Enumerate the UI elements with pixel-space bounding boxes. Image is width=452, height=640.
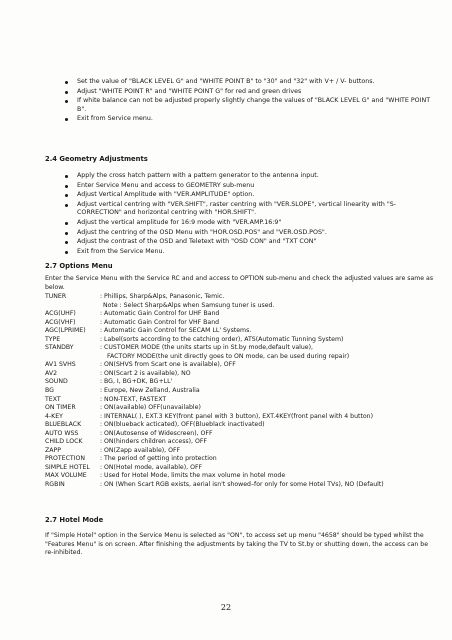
option-value: : BG, I, BG+DK, BG+LL'	[100, 378, 173, 386]
option-key: TEXT	[45, 395, 61, 403]
option-row	[45, 336, 445, 345]
option-value: : CUSTOMER MODE (the units starts up in St.by mode,default value),	[100, 344, 313, 352]
option-key: BG	[45, 387, 54, 395]
bullet-item: Set the value of "BLACK LEVEL G" and "WHITE POINT B" to "30" and "32" with V+ / V- buttons.	[0, 78, 452, 87]
option-value: : ON(available) OFF(unavailable)	[100, 404, 201, 412]
option-value: Note : Select Sharp&Alps when Samsung tuner is used.	[103, 301, 275, 309]
option-key: ACG(UHF)	[45, 310, 76, 318]
option-value: : Automatic Gain Control for VHF Band	[100, 318, 220, 326]
option-row	[45, 455, 445, 464]
option-key: RGBIN	[45, 481, 65, 489]
options-intro: Enter the Service Menu with the Service RC and and access to OPTION sub-menu and check the adjusted values are same as below.	[45, 275, 434, 291]
option-row	[45, 438, 445, 447]
option-row	[45, 327, 445, 336]
option-row	[45, 404, 445, 413]
option-key: BLUEBLACK	[45, 421, 82, 429]
option-row	[45, 310, 445, 319]
option-value: : NON-TEXT, FASTEXT	[100, 395, 167, 403]
options-table	[45, 293, 445, 490]
option-key: 4-KEY	[45, 412, 63, 420]
bullet-item: Adjust "WHITE POINT R" and "WHITE POINT G" for red and green drives	[0, 88, 452, 97]
option-row	[45, 421, 445, 430]
option-key: STANDBY	[45, 344, 74, 352]
option-key: AUTO WSS	[45, 429, 79, 437]
option-value: : ON(Autosense of Widescreen), OFF	[100, 429, 213, 437]
option-value: FACTORY MODE(the unit directly goes to ON mode, can be used during repair)	[107, 352, 350, 360]
option-key: TYPE	[45, 335, 61, 343]
option-value: : ON(Hotel mode, available), OFF	[100, 463, 203, 471]
option-row	[45, 302, 445, 311]
option-key: AV2	[45, 369, 58, 377]
option-value: : Automatic Gain Control for UHF Band	[100, 310, 220, 318]
option-key: CHILD LOCK	[45, 438, 83, 446]
option-key: AV1 SVHS	[45, 361, 76, 369]
option-row	[45, 378, 445, 387]
option-row	[45, 430, 445, 439]
option-value: : ON(hinders children access), OFF	[100, 438, 207, 446]
option-row	[45, 413, 445, 422]
option-value: : Phillips, Sharp&Alps, Panasonic, Temic.	[100, 293, 225, 300]
option-key: SOUND	[45, 378, 68, 386]
options-heading: 2.7 Options Menu	[45, 262, 113, 270]
option-key: PROTECTION	[45, 455, 86, 463]
bullet-item: Exit from Service menu.	[0, 115, 452, 124]
option-value: : Used for Hotel Mode, limits the max volume in hotel mode	[100, 472, 286, 480]
option-key: SIMPLE HOTEL	[45, 463, 90, 471]
option-value: : Label(sorts according to the catching order), ATS(Automatic Tunning System)	[100, 335, 344, 343]
option-row	[45, 447, 445, 456]
white-balance-bullets	[0, 78, 452, 125]
option-value: : Europe, New Zelland, Australia	[100, 387, 200, 395]
bullet-item: Adjust Vertical Amplitude with "VER.AMPLITUDE" option.	[0, 191, 452, 200]
option-value: : ON (When Scart RGB exists, aerial isn't showed–for only for some Hotel TVs), NO (Default)	[100, 481, 384, 489]
option-value: : ON(Scart 2 is available), NO	[100, 369, 191, 377]
option-value: : The period of getting into protection	[100, 455, 217, 463]
option-value: : Automatic Gain Control for SECAM LL' Systems.	[100, 327, 252, 335]
bullet-item: Adjust the centring of the OSD Menu with "HOR.OSD.POS" and "VER.OSD.POS".	[0, 229, 452, 238]
option-row	[45, 396, 445, 405]
option-key: ON TIMER	[45, 404, 76, 412]
hotel-text: If "Simple Hotel" option in the Service Menu is selected as "ON", to access set up menu "4658" should be typed whilst the "Features Menu" is on screen. After finishing the adjustments by taking the TV to St.by or shutting down, the access can be re-inhibited.	[45, 532, 429, 557]
option-row	[45, 353, 445, 362]
option-row	[45, 293, 445, 302]
option-row	[45, 464, 445, 473]
geometry-heading: 2.4 Geometry Adjustments	[45, 155, 148, 163]
bullet-item: Adjust the contrast of the OSD and Teletext with "OSD CON" and "TXT CON"	[0, 238, 452, 247]
option-row	[45, 319, 445, 328]
bullet-item: If white balance can not be adjusted properly slightly change the values of "BLACK LEVEL G" and "WHITE POINT B".	[0, 97, 452, 114]
bullet-item: Adjust vertical centring with "VER.SHIFT", raster centring with "VER.SLOPE", vertical linearity with "S-CORRECTION" and horizontal centring with "HOR.SHIFT".	[0, 201, 452, 218]
option-row	[45, 361, 445, 370]
option-row	[45, 370, 445, 379]
option-row	[45, 387, 445, 396]
option-value: : ON(blueback acticated), OFF(Blueblack inactivated)	[100, 421, 265, 429]
option-value: : ON(Zapp available), OFF	[100, 446, 181, 454]
bullet-item: Enter Service Menu and access to GEOMETRY sub-menu	[0, 182, 452, 191]
option-key: ZAPP	[45, 446, 61, 454]
option-key: TUNER	[45, 293, 67, 300]
option-key: MAX VOLUME	[45, 472, 87, 480]
option-key: AGC(LPRIME)	[45, 327, 86, 335]
option-value: : INTERNAL( ), EXT.3 KEY(front panel with 3 button), EXT.4KEY(front panel with 4 button)	[100, 412, 374, 420]
option-row	[45, 481, 445, 490]
bullet-item: Exit from the Service Menu.	[0, 248, 452, 257]
page-number: 22	[220, 603, 232, 612]
bullet-item: Apply the cross hatch pattern with a pattern generator to the antenna input.	[0, 172, 452, 181]
geometry-bullets	[0, 172, 452, 257]
bullet-item: Adjust the vertical amplitude for 16:9 mode with "VER.AMP.16:9"	[0, 219, 452, 228]
option-key: ACG(VHF)	[45, 318, 76, 326]
option-row	[45, 472, 445, 481]
option-row	[45, 344, 445, 353]
option-value: : ON(SHVS from Scart one is available), OFF	[100, 361, 236, 369]
hotel-heading: 2.7 Hotel Mode	[45, 516, 104, 524]
